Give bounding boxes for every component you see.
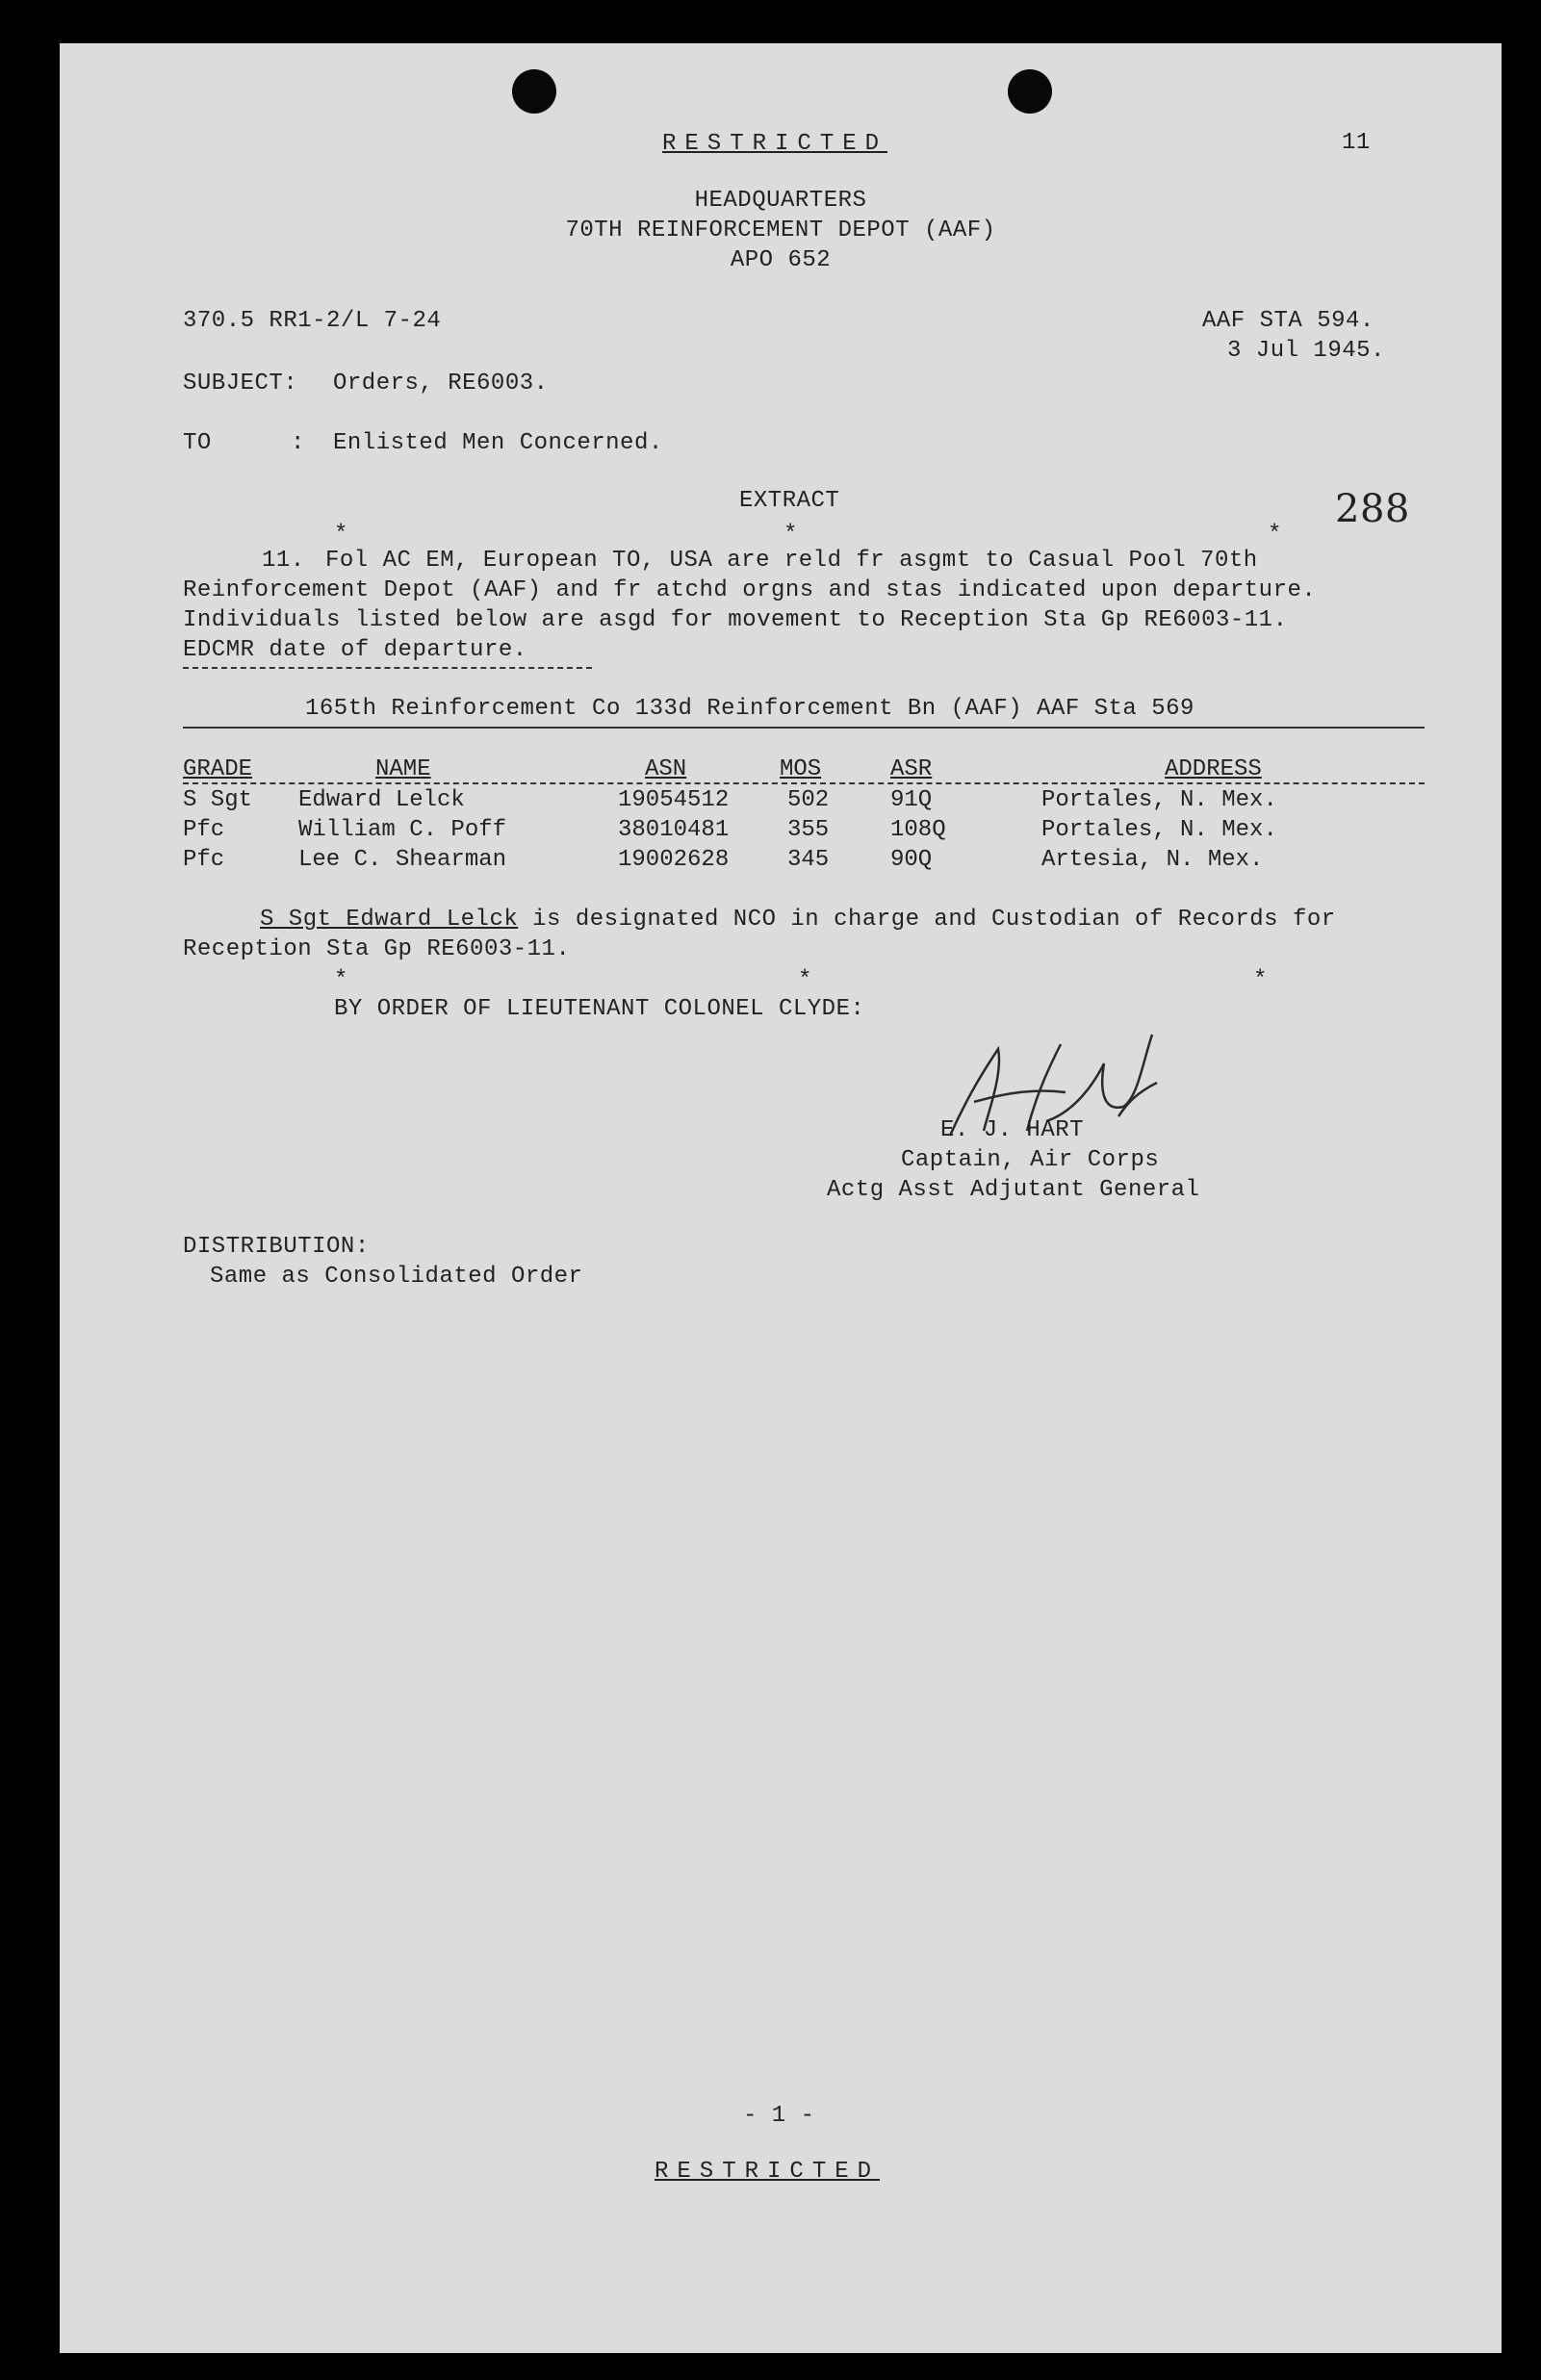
header-mos: MOS [780,756,822,782]
cell-mos: 502 [787,787,830,813]
subject-value: Orders, RE6003. [333,371,549,397]
asterisk: * [334,522,348,548]
paragraph-line: Reinforcement Depot (AAF) and fr atchd orgns and stas indicated upon departure. [183,577,1317,603]
handwritten-number: 288 [1335,487,1410,531]
depot-line: 70TH REINFORCEMENT DEPOT (AAF) [565,218,996,243]
asterisk: * [1253,967,1268,993]
cell-mos: 355 [787,817,830,843]
footer-page-number: - 1 - [743,2103,815,2129]
signature-name: E. J. HART [940,1117,1085,1143]
nco-note-line: Reception Sta Gp RE6003-11. [183,936,571,962]
header-asr: ASR [890,756,933,782]
document-date: 3 Jul 1945. [1227,338,1385,364]
to-colon: : [291,430,305,456]
headquarters-line: HEADQUARTERS [694,188,867,214]
to-label: TO [183,430,212,456]
asterisk: * [783,522,798,548]
asterisk: * [1268,522,1282,548]
by-order-line: BY ORDER OF LIEUTENANT COLONEL CLYDE: [334,996,865,1022]
asterisk: * [798,967,812,993]
nco-note-rest: is designated NCO in charge and Custodian of Records for [518,907,1336,933]
table-header-rule [183,782,1425,784]
classification-top: RESTRICTED [662,131,888,157]
reference-number: 370.5 RR1-2/L 7-24 [183,308,442,334]
cell-address: Portales, N. Mex. [1041,817,1277,843]
cell-name: Lee C. Shearman [298,847,507,873]
classification-bottom: RESTRICTED [655,2159,881,2185]
paragraph-number: 11. [262,548,305,574]
cell-grade: S Sgt [183,787,253,813]
cell-asn: 19002628 [618,847,730,873]
cell-asn: 38010481 [618,817,730,843]
personnel-table [183,755,1425,881]
heading-rule [183,727,1425,729]
paragraph-line: Individuals listed below are asgd for movement to Reception Sta Gp RE6003-11. [183,607,1288,633]
paragraph-line: Fol AC EM, European TO, USA are reld fr asgmt to Casual Pool 70th [325,548,1258,574]
cell-asn: 19054512 [618,787,730,813]
cell-grade: Pfc [183,817,225,843]
cell-grade: Pfc [183,847,225,873]
header-address: ADDRESS [1165,756,1262,782]
asterisk: * [334,967,348,993]
table-header [183,755,1425,784]
distribution-label: DISTRIBUTION: [183,1234,370,1260]
document-page [60,43,1502,2353]
nco-name: S Sgt Edward Lelck [260,907,519,933]
subject-label: SUBJECT: [183,371,298,397]
paragraph-line: EDCMR date of departure. [183,637,527,663]
header-grade: GRADE [183,756,253,782]
header-name: NAME [375,756,431,782]
distribution-value: Same as Consolidated Order [210,1264,583,1290]
signature-title: Captain, Air Corps [901,1147,1160,1173]
nco-note-line [260,907,1336,934]
cell-name: William C. Poff [298,817,507,843]
cell-asr: 91Q [890,787,933,813]
punch-hole-right [1008,69,1052,114]
cell-name: Edward Lelck [298,787,465,813]
page-number: 11 [1342,130,1371,156]
to-value: Enlisted Men Concerned. [333,430,663,456]
apo-line: APO 652 [730,247,832,273]
cell-asr: 108Q [890,817,946,843]
cell-mos: 345 [787,847,830,873]
cell-asr: 90Q [890,847,933,873]
header-asn: ASN [645,756,687,782]
table-row [183,816,1425,845]
cell-address: Portales, N. Mex. [1041,787,1277,813]
station: AAF STA 594. [1202,308,1374,334]
dotted-underline [183,667,592,669]
cell-address: Artesia, N. Mex. [1041,847,1264,873]
table-row [183,846,1425,875]
punch-hole-left [512,69,556,114]
table-row [183,786,1425,815]
extract-label: EXTRACT [739,488,840,514]
signature-title: Actg Asst Adjutant General [827,1177,1200,1203]
unit-heading: 165th Reinforcement Co 133d Reinforcement Bn (AAF) AAF Sta 569 [305,696,1194,722]
